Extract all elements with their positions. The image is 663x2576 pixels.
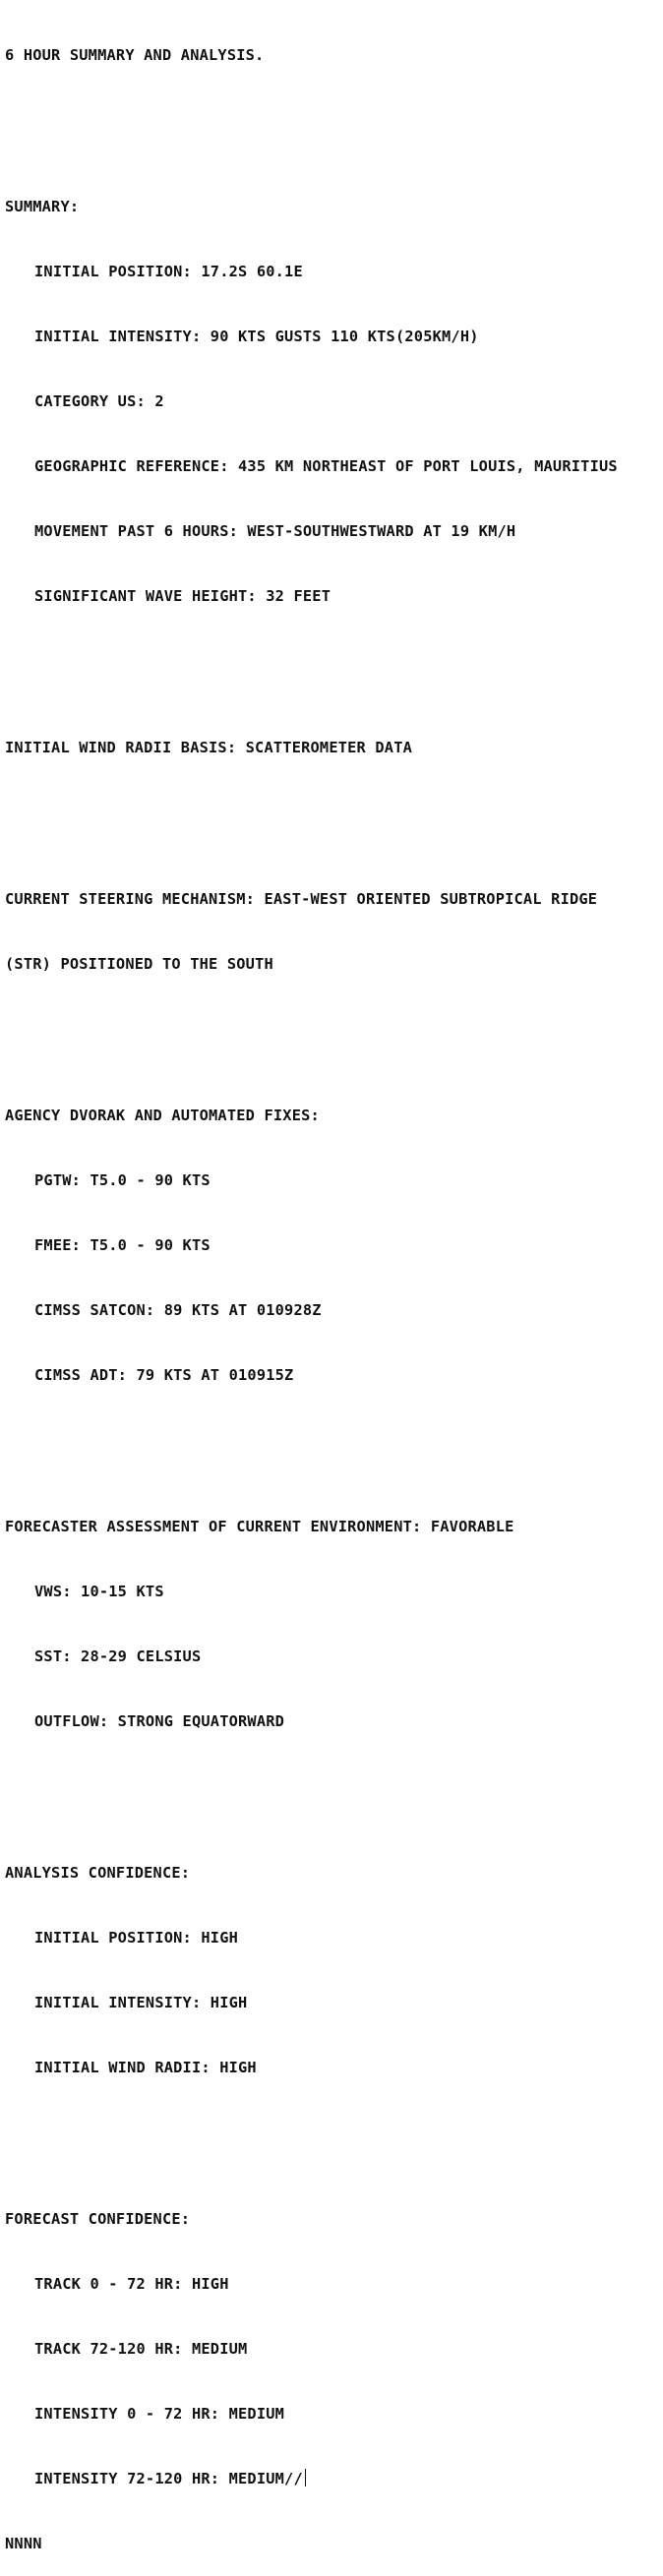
end-marker: NNNN <box>5 2535 42 2552</box>
initial-intensity-line: INITIAL INTENSITY: 90 KTS GUSTS 110 KTS(205KM/H) <box>34 328 479 345</box>
text-cursor <box>305 2469 306 2486</box>
steering-line-2: (STR) POSITIONED TO THE SOUTH <box>5 955 273 973</box>
initial-position-line: INITIAL POSITION: 17.2S 60.1E <box>34 263 303 280</box>
adt-fix-line: CIMSS ADT: 79 KTS AT 010915Z <box>34 1366 294 1384</box>
forecast-confidence-heading: FORECAST CONFIDENCE: <box>5 2210 191 2228</box>
wave-height-line: SIGNIFICANT WAVE HEIGHT: 32 FEET <box>34 587 332 605</box>
analysis-intensity-line: INITIAL INTENSITY: HIGH <box>34 1994 248 2011</box>
outflow-line: OUTFLOW: STRONG EQUATORWARD <box>34 1712 285 1730</box>
analysis-wind-radii-line: INITIAL WIND RADII: HIGH <box>34 2059 257 2076</box>
track-0-72-line: TRACK 0 - 72 HR: HIGH <box>34 2275 229 2293</box>
intensity-0-72-line: INTENSITY 0 - 72 HR: MEDIUM <box>34 2405 285 2423</box>
movement-line: MOVEMENT PAST 6 HOURS: WEST-SOUTHWESTWARD AT 19 KM/H <box>34 522 516 540</box>
environment-heading: FORECASTER ASSESSMENT OF CURRENT ENVIRONMENT: FAVORABLE <box>5 1518 514 1535</box>
summary-heading: SUMMARY: <box>5 198 80 215</box>
analysis-position-line: INITIAL POSITION: HIGH <box>34 1929 239 1947</box>
blank-line <box>5 109 618 131</box>
fmee-fix-line: FMEE: T5.0 - 90 KTS <box>34 1236 211 1254</box>
wind-radii-basis-line: INITIAL WIND RADII BASIS: SCATTEROMETER DATA <box>5 739 413 756</box>
intensity-72-120-line: INTENSITY 72-120 HR: MEDIUM// <box>34 2470 303 2487</box>
category-line: CATEGORY US: 2 <box>34 392 164 410</box>
blank-line <box>5 2122 618 2143</box>
blank-line <box>5 802 618 823</box>
fixes-heading: AGENCY DVORAK AND AUTOMATED FIXES: <box>5 1107 320 1124</box>
blank-line <box>5 1429 618 1451</box>
blank-line <box>5 1018 618 1040</box>
track-72-120-line: TRACK 72-120 HR: MEDIUM <box>34 2340 248 2358</box>
bulletin-document <box>5 0 618 2576</box>
geographic-reference-line: GEOGRAPHIC REFERENCE: 435 KM NORTHEAST OF PORT LOUIS, MAURITIUS <box>34 457 618 475</box>
document-title: 6 HOUR SUMMARY AND ANALYSIS. <box>5 46 265 64</box>
blank-line <box>5 1775 618 1797</box>
intensity-72-120-wrapper <box>5 2468 618 2489</box>
analysis-confidence-heading: ANALYSIS CONFIDENCE: <box>5 1864 191 1882</box>
vws-line: VWS: 10-15 KTS <box>34 1583 164 1600</box>
steering-line-1: CURRENT STEERING MECHANISM: EAST-WEST ORIENTED SUBTROPICAL RIDGE <box>5 890 598 908</box>
sst-line: SST: 28-29 CELSIUS <box>34 1647 202 1665</box>
blank-line <box>5 650 618 672</box>
pgtw-fix-line: PGTW: T5.0 - 90 KTS <box>34 1171 211 1189</box>
satcon-fix-line: CIMSS SATCON: 89 KTS AT 010928Z <box>34 1301 322 1319</box>
